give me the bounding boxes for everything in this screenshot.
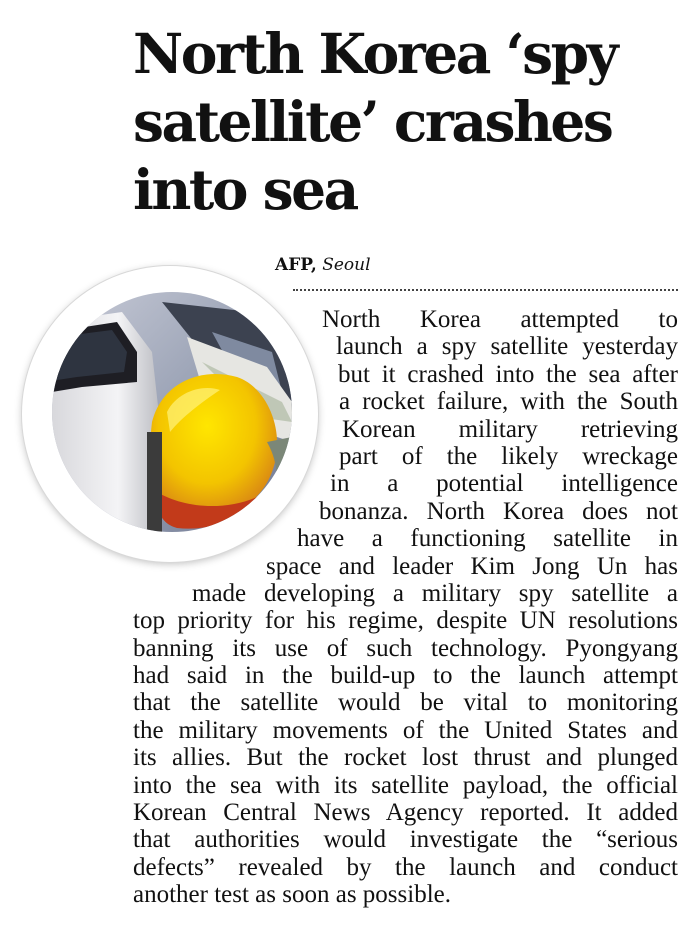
article-line: the military movements of the United States and	[133, 716, 678, 744]
byline-location: Seoul	[322, 255, 371, 275]
byline	[275, 254, 371, 276]
article-line: had said in the build-up to the launch attempt	[133, 662, 678, 690]
article-line: into the sea with its satellite payload, the official	[133, 771, 678, 799]
headline-line: satellite’ crashes	[133, 89, 612, 154]
article-line: Korean Central News Agency reported. It added	[133, 799, 678, 827]
article-line: North Korea attempted to	[322, 306, 678, 333]
article-line: that the satellite would be vital to monitoring	[133, 689, 678, 717]
article-line: but it crashed into the sea after	[338, 360, 678, 388]
article-line: defects” revealed by the launch and conduct	[133, 853, 678, 881]
article-line: another test as soon as possible.	[133, 881, 452, 909]
article-line: Korean military retrieving	[342, 415, 678, 443]
article-line: a rocket failure, with the South	[339, 388, 678, 416]
article-line: bonanza. North Korea does not	[319, 497, 678, 525]
article-line: in a potential intelligence	[330, 470, 678, 498]
article-line: that authorities would investigate the “serious	[133, 826, 678, 854]
article-line: made developing a military spy satellite a	[192, 579, 678, 607]
headline-line: North Korea ‘spy	[133, 21, 617, 86]
headline-line: into sea	[133, 157, 357, 222]
article-line: top priority for his regime, despite UN resolutions	[133, 607, 678, 635]
article-line: its allies. But the rocket lost thrust and plunged	[133, 744, 678, 772]
article-line: have a functioning satellite in	[297, 525, 678, 553]
article-line: launch a spy satellite yesterday	[336, 333, 678, 361]
dotted-divider	[293, 289, 678, 291]
byline-agency: AFP,	[275, 255, 317, 275]
article-body	[0, 306, 690, 909]
article-line: space and leader Kim Jong Un has	[266, 552, 678, 580]
article-line: part of the likely wreckage	[339, 442, 678, 470]
article-line: banning its use of such technology. Pyongyang	[133, 634, 678, 662]
headline	[133, 20, 683, 224]
